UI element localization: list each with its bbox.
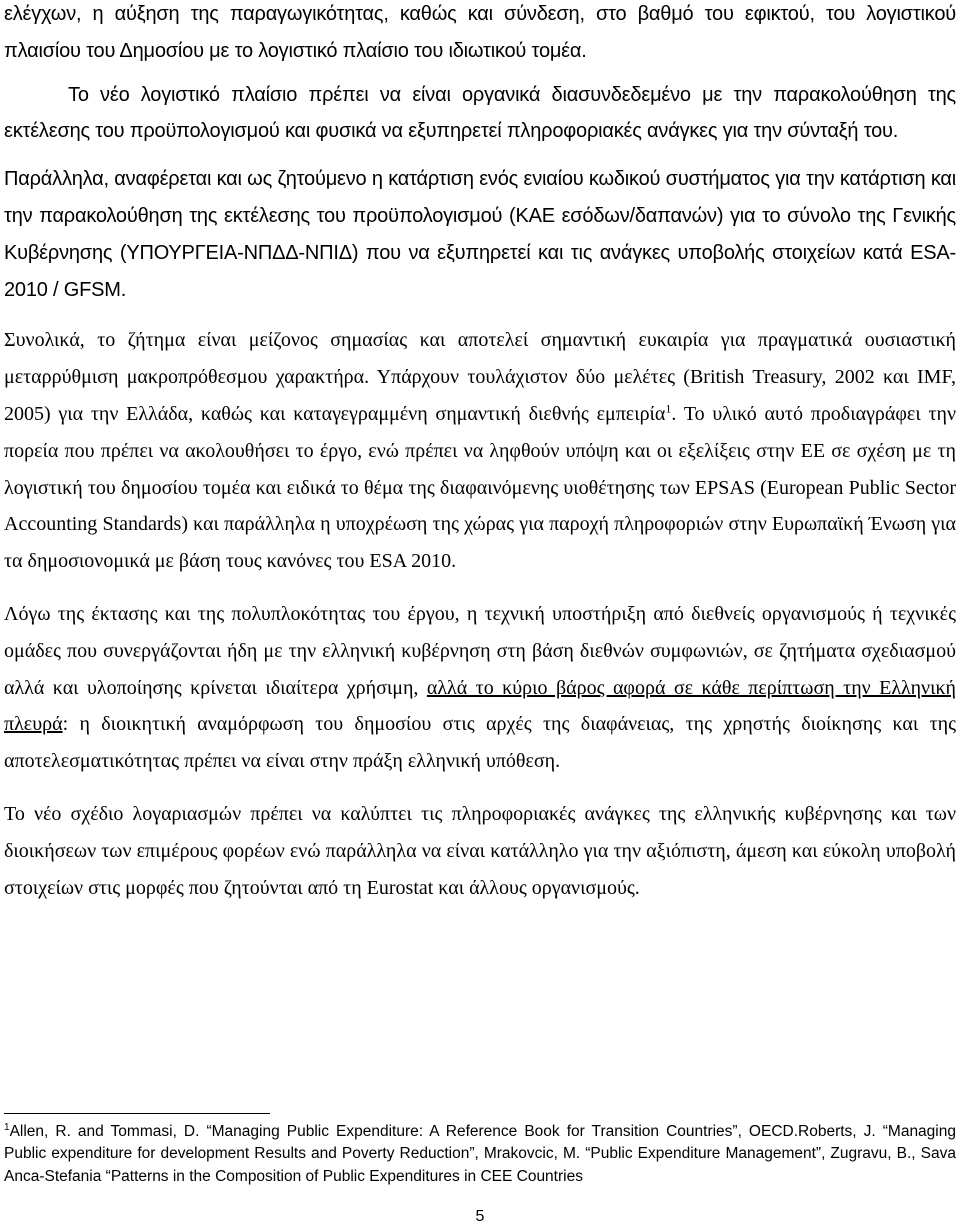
paragraph-2: Το νέο λογιστικό πλαίσιο πρέπει να είναι οργανικά διασυνδεδεμένο με την παρακολούθηση της εκτέλεσης του προϋπολογισμού και φυσικά να εξυπηρετεί πληροφοριακές ανάγκες για την σύνταξή του.	[4, 83, 956, 143]
paragraph-5-underlined-text: αλλά το κύριο βάρος αφορά σε κάθε περίπτωση την Ελληνική πλευρά	[4, 676, 956, 736]
paragraph-5	[4, 596, 956, 780]
paragraph-4	[4, 322, 956, 580]
paragraph-5-text-b: : η διοικητική αναμόρφωση του δημοσίου στις αρχές της διαφάνειας, της χρηστής διοίκησης και της αποτελεσματικότητας πρέπει να είναι στην πράξη ελληνική υπόθεση.	[4, 713, 956, 773]
paragraph-6: Το νέο σχέδιο λογαριασμών πρέπει να καλύπτει τις πληροφοριακές ανάγκες της ελληνικής κυβέρνησης και των διοικήσεων των επιμέρους φορέων ενώ παράλληλα να είναι κατάλληλο για την αξιόπιστη, άμεση και εύκολη υποβολή στοιχείων στις μορφές που ζητούνται από τη Eurostat και άλλους οργανισμούς.	[4, 802, 956, 899]
paragraph-4-text-b: . Το υλικό αυτό προδιαγράφει την πορεία που πρέπει να ακολουθήσει το έργο, ενώ πρέπει να ληφθούν υπόψη και οι εξελίξεις στην ΕΕ σε σχέση με τη λογιστική του δημοσίου τομέα και ειδικά το θέμα της διαφαινόμενης υιοθέτησης των EPSAS (European Public Sector Accounting Standards) και παράλληλα η υποχρέωση της χώρας για παροχή πληροφοριών στην Ευρωπαϊκή Ένωση για τα δημοσιονομικά με βάση τους κανόνες του ESA 2010.	[4, 402, 956, 573]
footnote-marker: 1	[4, 1121, 10, 1133]
paragraph-1: ελέγχων, η αύξηση της παραγωγικότητας, καθώς και σύνδεση, στο βαθμό του εφικτού, του λογιστικού πλαισίου του Δημοσίου με το λογιστικό πλαίσιο του ιδιωτικού τομέα.	[4, 3, 956, 62]
footnote-reference: 1	[665, 401, 672, 416]
paragraph-3: Παράλληλα, αναφέρεται και ως ζητούμενο η κατάρτιση ενός ενιαίου κωδικού συστήματος για την κατάρτιση και την παρακολούθηση της εκτέλεσης του προϋπολογισμού (ΚΑΕ εσόδων/δαπανών) για το σύνολο της Γενικής Κυβέρνησης (ΥΠΟΥΡΓΕΙΑ-ΝΠΔΔ-ΝΠΙΔ) που να εξυπηρετεί και τις ανάγκες υποβολής στοιχείων κατά ESA-2010 / GFSM.	[4, 168, 956, 301]
document-body	[4, 0, 956, 906]
footnote	[4, 1121, 956, 1188]
paragraph-4-text-a: Συνολικά, το ζήτημα είναι μείζονος σημασίας και αποτελεί σημαντική ευκαιρία για πραγματικά ουσιαστική μεταρρύθμιση μακροπρόθεσμου χαρακτήρα. Υπάρχουν τουλάχιστον δύο μελέτες (British Treasury, 2002 και IMF, 2005) για την Ελλάδα, καθώς και καταγεγραμμένη σημαντική διεθνής εμπειρία	[4, 329, 956, 425]
paragraph-5-text-a: Λόγω της έκτασης και της πολυπλοκότητας του έργου, η τεχνική υποστήριξη από διεθνείς οργανισμούς ή τεχνικές ομάδες που συνεργάζονται ήδη με την ελληνική κυβέρνηση στη βάση διεθνών συμφωνιών, σε ζητήματα σχεδιασμού αλλά και υλοποίησης κρίνεται ιδιαίτερα χρήσιμη,	[4, 602, 956, 699]
footnote-separator	[4, 1113, 270, 1114]
footnote-text: Allen, R. and Tommasi, D. “Managing Public Expenditure: A Reference Book for Transition Countries”, OECD.Roberts, J. “Managing Public expenditure for development Results and Poverty Reduction”, Mrakovcic, M. “Public Expenditure Management”, Zugravu, B., Sava Anca-Stefania “Patterns in the Composition of Public Expenditures in CEE Countries	[4, 1123, 956, 1185]
page-number: 5	[475, 1208, 485, 1225]
